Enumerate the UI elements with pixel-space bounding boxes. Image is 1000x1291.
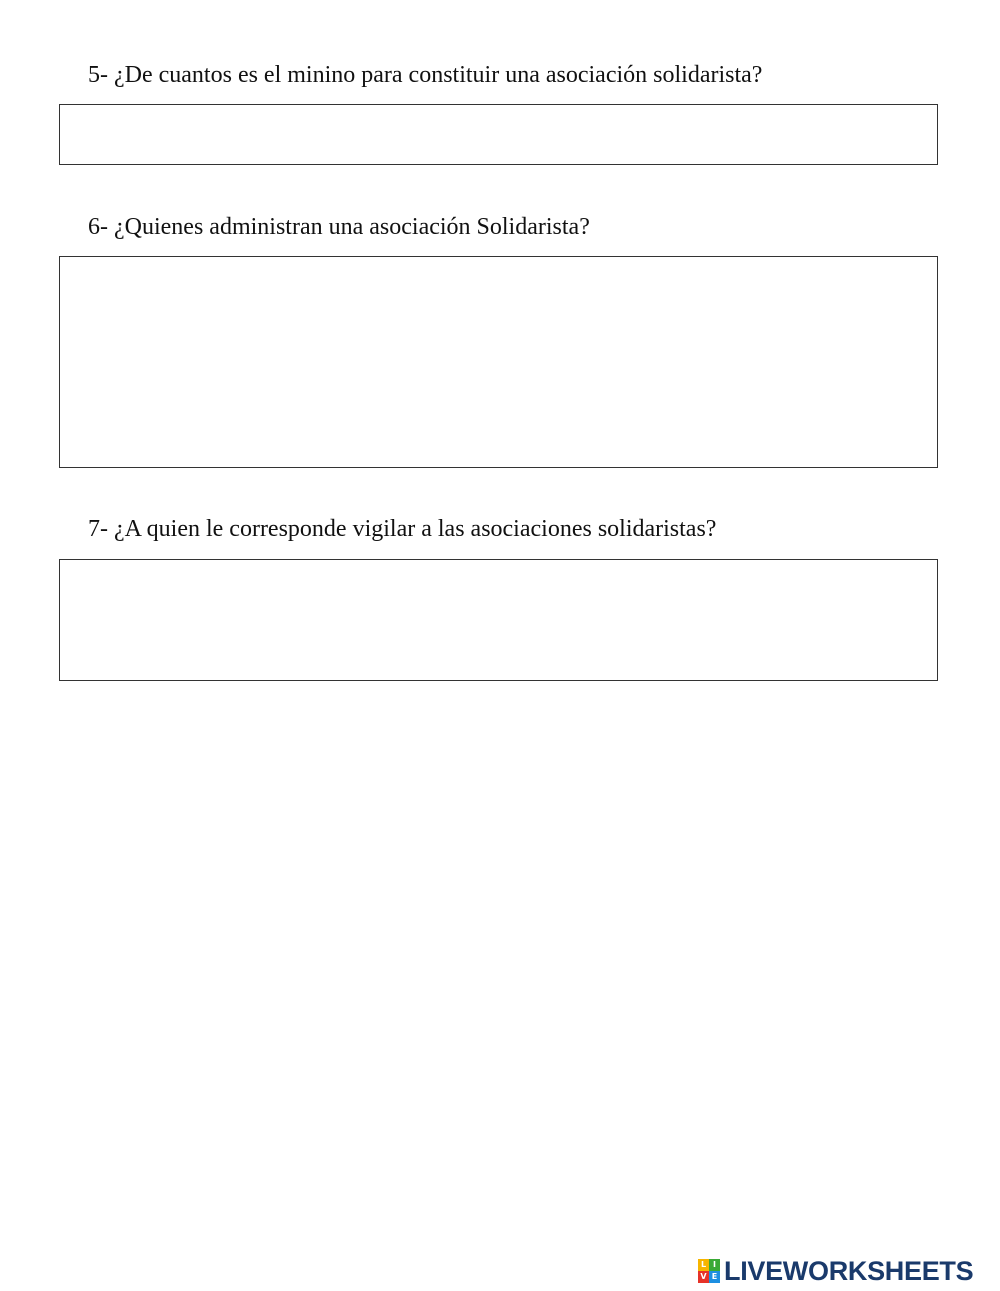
logo-letter-i: I bbox=[709, 1259, 720, 1271]
liveworksheets-branding bbox=[698, 1257, 973, 1285]
answer-box-5[interactable] bbox=[59, 104, 938, 165]
answer-box-6[interactable] bbox=[59, 256, 938, 468]
question-7-text: 7- ¿A quien le corresponde vigilar a las asociaciones solidaristas? bbox=[88, 516, 717, 542]
logo-letter-v: V bbox=[698, 1271, 709, 1283]
answer-box-7[interactable] bbox=[59, 559, 938, 681]
logo-letter-e: E bbox=[709, 1271, 720, 1283]
brand-name: LIVEWORKSHEETS bbox=[724, 1256, 974, 1286]
question-5-text: 5- ¿De cuantos es el minino para constituir una asociación solidarista? bbox=[88, 62, 763, 88]
liveworksheets-logo-icon bbox=[698, 1259, 720, 1283]
question-6-text: 6- ¿Quienes administran una asociación Solidarista? bbox=[88, 214, 590, 240]
logo-letter-l: L bbox=[698, 1259, 709, 1271]
